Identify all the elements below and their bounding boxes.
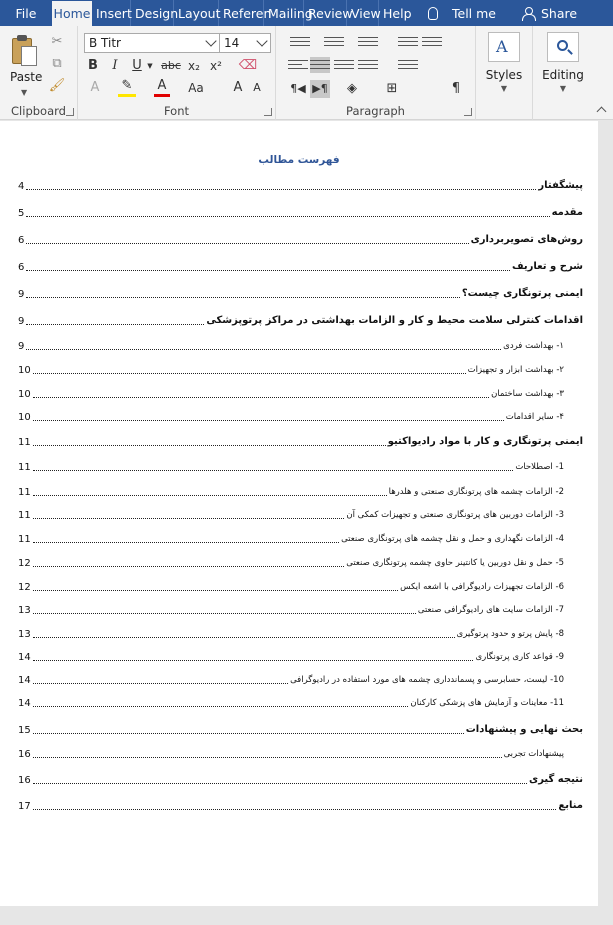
toc-dot-leader xyxy=(26,297,459,298)
toc-page-number: 9 xyxy=(18,341,25,352)
tab-file[interactable]: File xyxy=(15,5,37,21)
toc-page-number: 10 xyxy=(18,365,31,376)
decrease-indent-icon[interactable] xyxy=(398,34,418,50)
font-size-dropdown[interactable] xyxy=(219,33,271,53)
clipboard-group xyxy=(0,26,78,120)
styles-gallery-icon[interactable]: A xyxy=(488,32,520,62)
toc-entry-text: ایمنی پرتونگاری چیست؟ xyxy=(461,288,583,299)
styles-label: Styles xyxy=(485,68,523,82)
editing-group[interactable] xyxy=(533,26,593,120)
toc-entry-text: ایمنی پرتونگاری و کار با مواد رادیواکتیو xyxy=(387,436,583,447)
toc-entry[interactable] xyxy=(18,406,564,424)
toc-entry[interactable] xyxy=(18,576,564,594)
lightbulb-icon xyxy=(428,7,438,20)
toc-entry-text: 2- الزامات چشمه های پرتونگاری صنعتی و هلدرها xyxy=(388,487,564,497)
paste-dropdown-icon[interactable]: ▼ xyxy=(21,88,28,97)
toc-entry[interactable] xyxy=(18,202,583,220)
toc-page-number: 11 xyxy=(18,462,31,473)
toc-page-number: 13 xyxy=(18,629,31,640)
toc-entry-text: 5- حمل و نقل دوربین یا کانتینر حاوی چشمه پرتونگاری صنعتی xyxy=(346,558,564,568)
align-right-icon[interactable] xyxy=(334,57,354,73)
cut-icon[interactable]: ✂ xyxy=(51,34,63,49)
toc-entry-text: بحث نهایی و پیشنهادات xyxy=(465,724,583,735)
toc-entry-text: 3- الزامات دوربین های پرتونگاری صنعتی و تجهیزات کمکی آن xyxy=(346,510,564,520)
tab-layout[interactable]: Layout xyxy=(174,0,219,26)
toc-page-number: 12 xyxy=(18,558,31,569)
toc-entry[interactable] xyxy=(18,623,564,641)
toc-entry-text: 8- پایش پرتو و حدود پرتوگیری xyxy=(456,629,564,639)
ltr-direction-icon[interactable]: ¶◀ xyxy=(290,82,306,95)
toc-title: فهرست مطالب xyxy=(258,154,340,166)
toc-entry[interactable] xyxy=(18,769,583,787)
toc-entry-text: 4- الزامات نگهداری و حمل و نقل چشمه های پرتونگاری صنعتی xyxy=(341,534,564,544)
multilevel-list-icon[interactable] xyxy=(358,34,378,50)
ribbon-tab-bar xyxy=(0,0,613,26)
increase-indent-icon[interactable] xyxy=(422,34,442,50)
toc-page-number: 9 xyxy=(18,316,25,327)
font-launcher-icon[interactable] xyxy=(264,108,272,116)
document-page[interactable] xyxy=(0,121,598,906)
font-name-dropdown[interactable] xyxy=(84,33,220,53)
toc-page-number: 11 xyxy=(18,437,31,448)
toc-page-number: 14 xyxy=(18,675,31,686)
toc-page-number: 9 xyxy=(18,289,25,300)
text-effects-icon[interactable]: A xyxy=(90,80,100,95)
styles-dropdown-icon[interactable]: ▼ xyxy=(500,84,508,93)
tab-home[interactable]: Home xyxy=(52,1,92,26)
toc-page-number: 12 xyxy=(18,582,31,593)
toc-entry-text: پیشنهادات تجربی xyxy=(503,749,564,759)
toc-entry[interactable] xyxy=(18,256,583,274)
editing-label: Editing xyxy=(542,68,584,82)
toc-page-number: 16 xyxy=(18,775,31,786)
toc-entry[interactable] xyxy=(18,175,583,193)
toc-dot-leader xyxy=(33,809,557,810)
vertical-scrollbar[interactable] xyxy=(598,121,613,925)
toc-dot-leader xyxy=(33,470,514,471)
font-name-value: B Titr xyxy=(89,36,121,50)
toc-dot-leader xyxy=(33,706,409,707)
toc-entry[interactable] xyxy=(18,669,564,687)
toc-entry[interactable] xyxy=(18,743,564,761)
toc-entry-text: ۲- بهداشت ابزار و تجهیزات xyxy=(467,365,564,375)
line-spacing-icon[interactable] xyxy=(398,57,418,73)
toc-dot-leader xyxy=(33,733,464,734)
format-painter-icon[interactable]: 🖌 xyxy=(48,78,66,93)
rtl-direction-icon[interactable]: ▶¶ xyxy=(310,80,330,98)
toc-entry-text: روش‌های تصویربرداری xyxy=(470,234,583,245)
paragraph-launcher-icon[interactable] xyxy=(464,108,472,116)
tab-mailings[interactable]: Mailing xyxy=(264,0,304,26)
toc-dot-leader xyxy=(33,518,345,519)
ribbon xyxy=(0,26,613,120)
align-center-icon[interactable] xyxy=(310,57,330,73)
tab-references[interactable]: Referen xyxy=(219,0,264,26)
share-label: Share xyxy=(541,5,578,21)
document-area xyxy=(0,121,613,925)
collapse-ribbon-icon[interactable] xyxy=(597,107,607,117)
toc-dot-leader xyxy=(33,373,466,374)
clipboard-launcher-icon[interactable] xyxy=(66,108,74,116)
styles-group[interactable] xyxy=(476,26,533,120)
toc-page-number: 11 xyxy=(18,487,31,498)
toc-dot-leader xyxy=(26,324,204,325)
toc-dot-leader xyxy=(33,613,416,614)
toc-page-number: 5 xyxy=(18,208,25,219)
toc-entry[interactable] xyxy=(18,719,583,737)
toc-entry[interactable] xyxy=(18,552,564,570)
toc-page-number: 6 xyxy=(18,235,25,246)
toc-entry[interactable] xyxy=(18,599,564,617)
toc-page-number: 10 xyxy=(18,389,31,400)
toc-entry-text: ۱- بهداشت فردی xyxy=(503,341,564,351)
toc-dot-leader xyxy=(33,495,387,496)
toc-entry[interactable] xyxy=(18,795,583,813)
bold-icon[interactable]: B xyxy=(88,58,98,73)
person-icon xyxy=(522,7,535,20)
toc-dot-leader xyxy=(33,637,455,638)
toc-dot-leader xyxy=(33,590,398,591)
grow-font-icon[interactable]: A xyxy=(233,80,243,95)
paragraph-group xyxy=(276,26,476,120)
find-icon[interactable] xyxy=(547,32,579,62)
toc-entry-text: پیشگفتار xyxy=(538,180,583,191)
clear-formatting-icon[interactable]: ⌫ xyxy=(238,58,258,73)
toc-entry-text: نتیجه گیری xyxy=(529,774,583,785)
toc-page-number: 17 xyxy=(18,801,31,812)
toc-page-number: 11 xyxy=(18,534,31,545)
font-group xyxy=(78,26,276,120)
toc-entry[interactable] xyxy=(18,310,583,328)
toc-entry[interactable] xyxy=(18,692,564,710)
paragraph-label: Paragraph xyxy=(346,104,405,118)
toc-page-number: 6 xyxy=(18,262,25,273)
toc-dot-leader xyxy=(26,189,536,190)
tell-me-search[interactable] xyxy=(428,0,508,26)
toc-page-number: 11 xyxy=(18,510,31,521)
toc-dot-leader xyxy=(33,783,527,784)
superscript-icon[interactable]: x² xyxy=(210,59,222,73)
highlight-icon[interactable]: ✎ xyxy=(118,79,136,97)
change-case-icon[interactable]: Aa xyxy=(188,81,204,95)
toc-dot-leader xyxy=(26,216,549,217)
tab-insert[interactable]: Insert xyxy=(92,0,131,26)
chevron-down-icon xyxy=(205,35,216,46)
toc-page-number: 4 xyxy=(18,181,25,192)
toc-entry[interactable] xyxy=(18,229,583,247)
numbering-icon[interactable] xyxy=(324,34,344,50)
underline-dropdown-icon[interactable]: ▼ xyxy=(147,62,153,70)
copy-icon[interactable]: ⧉ xyxy=(52,56,62,71)
tab-help[interactable]: Help xyxy=(383,5,412,21)
toc-dot-leader xyxy=(33,445,386,446)
justify-icon[interactable] xyxy=(358,57,378,73)
paste-icon[interactable] xyxy=(10,34,38,68)
editing-dropdown-icon[interactable]: ▼ xyxy=(559,84,567,93)
align-left-icon[interactable] xyxy=(288,57,308,73)
toc-page-number: 14 xyxy=(18,652,31,663)
underline-icon[interactable]: U xyxy=(132,58,142,73)
toc-entry-text: 7- الزامات سایت های رادیوگرافی صنعتی xyxy=(417,605,564,615)
toc-entry-text: 6- الزامات تجهیزات رادیوگرافی با اشعه ایکس xyxy=(400,582,564,592)
font-size-value: 14 xyxy=(224,36,240,50)
toc-dot-leader xyxy=(26,243,468,244)
toc-page-number: 16 xyxy=(18,749,31,760)
toc-entry[interactable] xyxy=(18,646,564,664)
toc-dot-leader xyxy=(33,660,474,661)
chevron-down-icon xyxy=(256,35,267,46)
toc-dot-leader xyxy=(33,542,339,543)
toc-entry[interactable] xyxy=(18,359,564,377)
toc-entry-text: 9- قواعد کاری پرتونگاری xyxy=(475,652,564,662)
toc-dot-leader xyxy=(33,397,489,398)
toc-page-number: 10 xyxy=(18,412,31,423)
toc-entry[interactable] xyxy=(18,504,564,522)
toc-entry[interactable] xyxy=(18,481,564,499)
share-button[interactable] xyxy=(522,0,577,26)
shrink-font-icon[interactable]: A xyxy=(253,81,261,94)
toc-dot-leader xyxy=(26,270,510,271)
strikethrough-icon[interactable]: abc xyxy=(161,59,181,72)
shading-icon[interactable]: ◈ xyxy=(347,81,357,96)
paste-button[interactable]: Paste xyxy=(10,70,43,84)
italic-icon[interactable]: I xyxy=(112,58,118,73)
clipboard-label: Clipboard xyxy=(11,104,66,118)
toc-entry[interactable] xyxy=(18,283,583,301)
tab-review[interactable]: Review xyxy=(304,0,347,26)
toc-entry-text: مقدمه xyxy=(551,207,583,218)
tell-me-label: Tell me xyxy=(452,5,496,21)
toc-page-number: 13 xyxy=(18,605,31,616)
toc-entry-text: شرح و تعاریف xyxy=(511,261,583,272)
toc-dot-leader xyxy=(33,683,288,684)
toc-dot-leader xyxy=(33,420,504,421)
toc-entry-text: ۴- سایر اقدامات xyxy=(505,412,564,422)
toc-entry-text: اقدامات کنترلی سلامت محیط و کار و الزامات بهداشتی در مراکز پرتوپزشکی xyxy=(206,315,583,326)
toc-entry[interactable] xyxy=(18,335,564,353)
toc-entry-text: 11- معاینات و آزمایش های پزشکی کارکنان xyxy=(410,698,564,708)
toc-dot-leader xyxy=(33,757,502,758)
toc-page-number: 14 xyxy=(18,698,31,709)
toc-dot-leader xyxy=(26,349,501,350)
subscript-icon[interactable]: x₂ xyxy=(188,59,200,73)
borders-icon[interactable]: ⊞ xyxy=(386,81,398,96)
toc-entry[interactable] xyxy=(18,528,564,546)
font-color-icon[interactable]: A xyxy=(154,79,170,97)
tab-view[interactable]: View xyxy=(347,0,379,26)
font-label: Font xyxy=(163,104,190,118)
bullets-icon[interactable] xyxy=(290,34,310,50)
toc-entry[interactable] xyxy=(18,383,564,401)
show-formatting-icon[interactable]: ¶ xyxy=(451,81,461,96)
toc-entry[interactable] xyxy=(18,431,583,449)
tab-design[interactable]: Design xyxy=(131,0,174,26)
toc-entry-text: منابع xyxy=(558,800,583,811)
toc-entry[interactable] xyxy=(18,456,564,474)
toc-dot-leader xyxy=(33,566,345,567)
toc-entry-text: ۳- بهداشت ساختمان xyxy=(491,389,564,399)
toc-entry-text: 10- لیست، حسابرسی و پسماندداری چشمه های مورد استفاده در رادیوگرافی xyxy=(290,675,564,685)
toc-entry-text: 1- اصطلاحات xyxy=(515,462,564,472)
toc-page-number: 15 xyxy=(18,725,31,736)
